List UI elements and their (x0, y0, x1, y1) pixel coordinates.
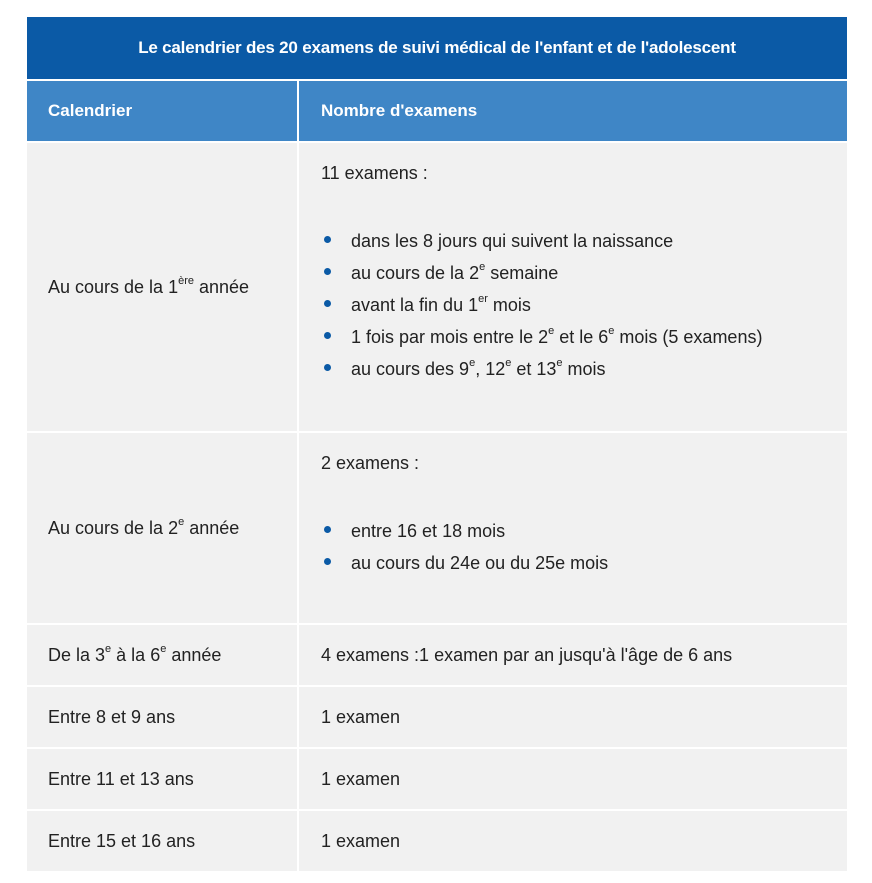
exams-cell (299, 143, 847, 431)
period-text: De la 3e à la 6e année (48, 642, 222, 665)
header-nombre-examens: Nombre d'examens (321, 101, 478, 120)
bullet-icon (324, 236, 331, 243)
exam-count-text: 11 examens : (321, 163, 428, 183)
list-item: 1 fois par mois entre le 2e et le 6e mois (5 examens) (321, 321, 847, 353)
exam-calendar-table (27, 17, 847, 871)
bullet-icon (324, 300, 331, 307)
list-item: au cours de la 2e semaine (321, 257, 847, 289)
period-cell: Entre 11 et 13 ans (27, 749, 299, 809)
exams-cell: 4 examens :1 examen par an jusqu'à l'âge de 6 ans (321, 644, 733, 665)
period-text: Au cours de la 1ère année (48, 274, 250, 297)
table-title: Le calendrier des 20 examens de suivi médical de l'enfant et de l'adolescent (27, 17, 847, 81)
table-row (27, 623, 847, 685)
exam-count-text: 2 examens : (321, 453, 420, 473)
period-cell (27, 143, 299, 431)
period-cell (27, 433, 299, 623)
table-row (27, 431, 847, 623)
table-row (27, 809, 847, 871)
header-calendrier: Calendrier (27, 81, 299, 141)
list-item: entre 16 et 18 mois (321, 515, 847, 547)
bullet-icon (324, 268, 331, 275)
table-header-row (27, 81, 847, 141)
bullet-icon (324, 526, 331, 533)
exams-cell: 1 examen (321, 830, 401, 851)
bullet-icon (324, 364, 331, 371)
list-item: avant la fin du 1er mois (321, 289, 847, 321)
table-row (27, 747, 847, 809)
list-item: au cours du 24e ou du 25e mois (321, 547, 847, 579)
exams-cell: 1 examen (321, 706, 401, 727)
period-cell: Entre 8 et 9 ans (27, 687, 299, 747)
list-item: dans les 8 jours qui suivent la naissance (321, 225, 847, 257)
table-row (27, 141, 847, 431)
period-cell: Entre 15 et 16 ans (27, 811, 299, 871)
bullet-icon (324, 558, 331, 565)
exams-cell: 1 examen (321, 768, 401, 789)
period-cell (27, 625, 299, 685)
table-row (27, 685, 847, 747)
period-text: Au cours de la 2e année (48, 515, 240, 538)
exam-list (321, 225, 847, 385)
list-item: au cours des 9e, 12e et 13e mois (321, 353, 847, 385)
exams-cell (299, 433, 847, 623)
bullet-icon (324, 332, 331, 339)
exam-list (321, 515, 847, 579)
